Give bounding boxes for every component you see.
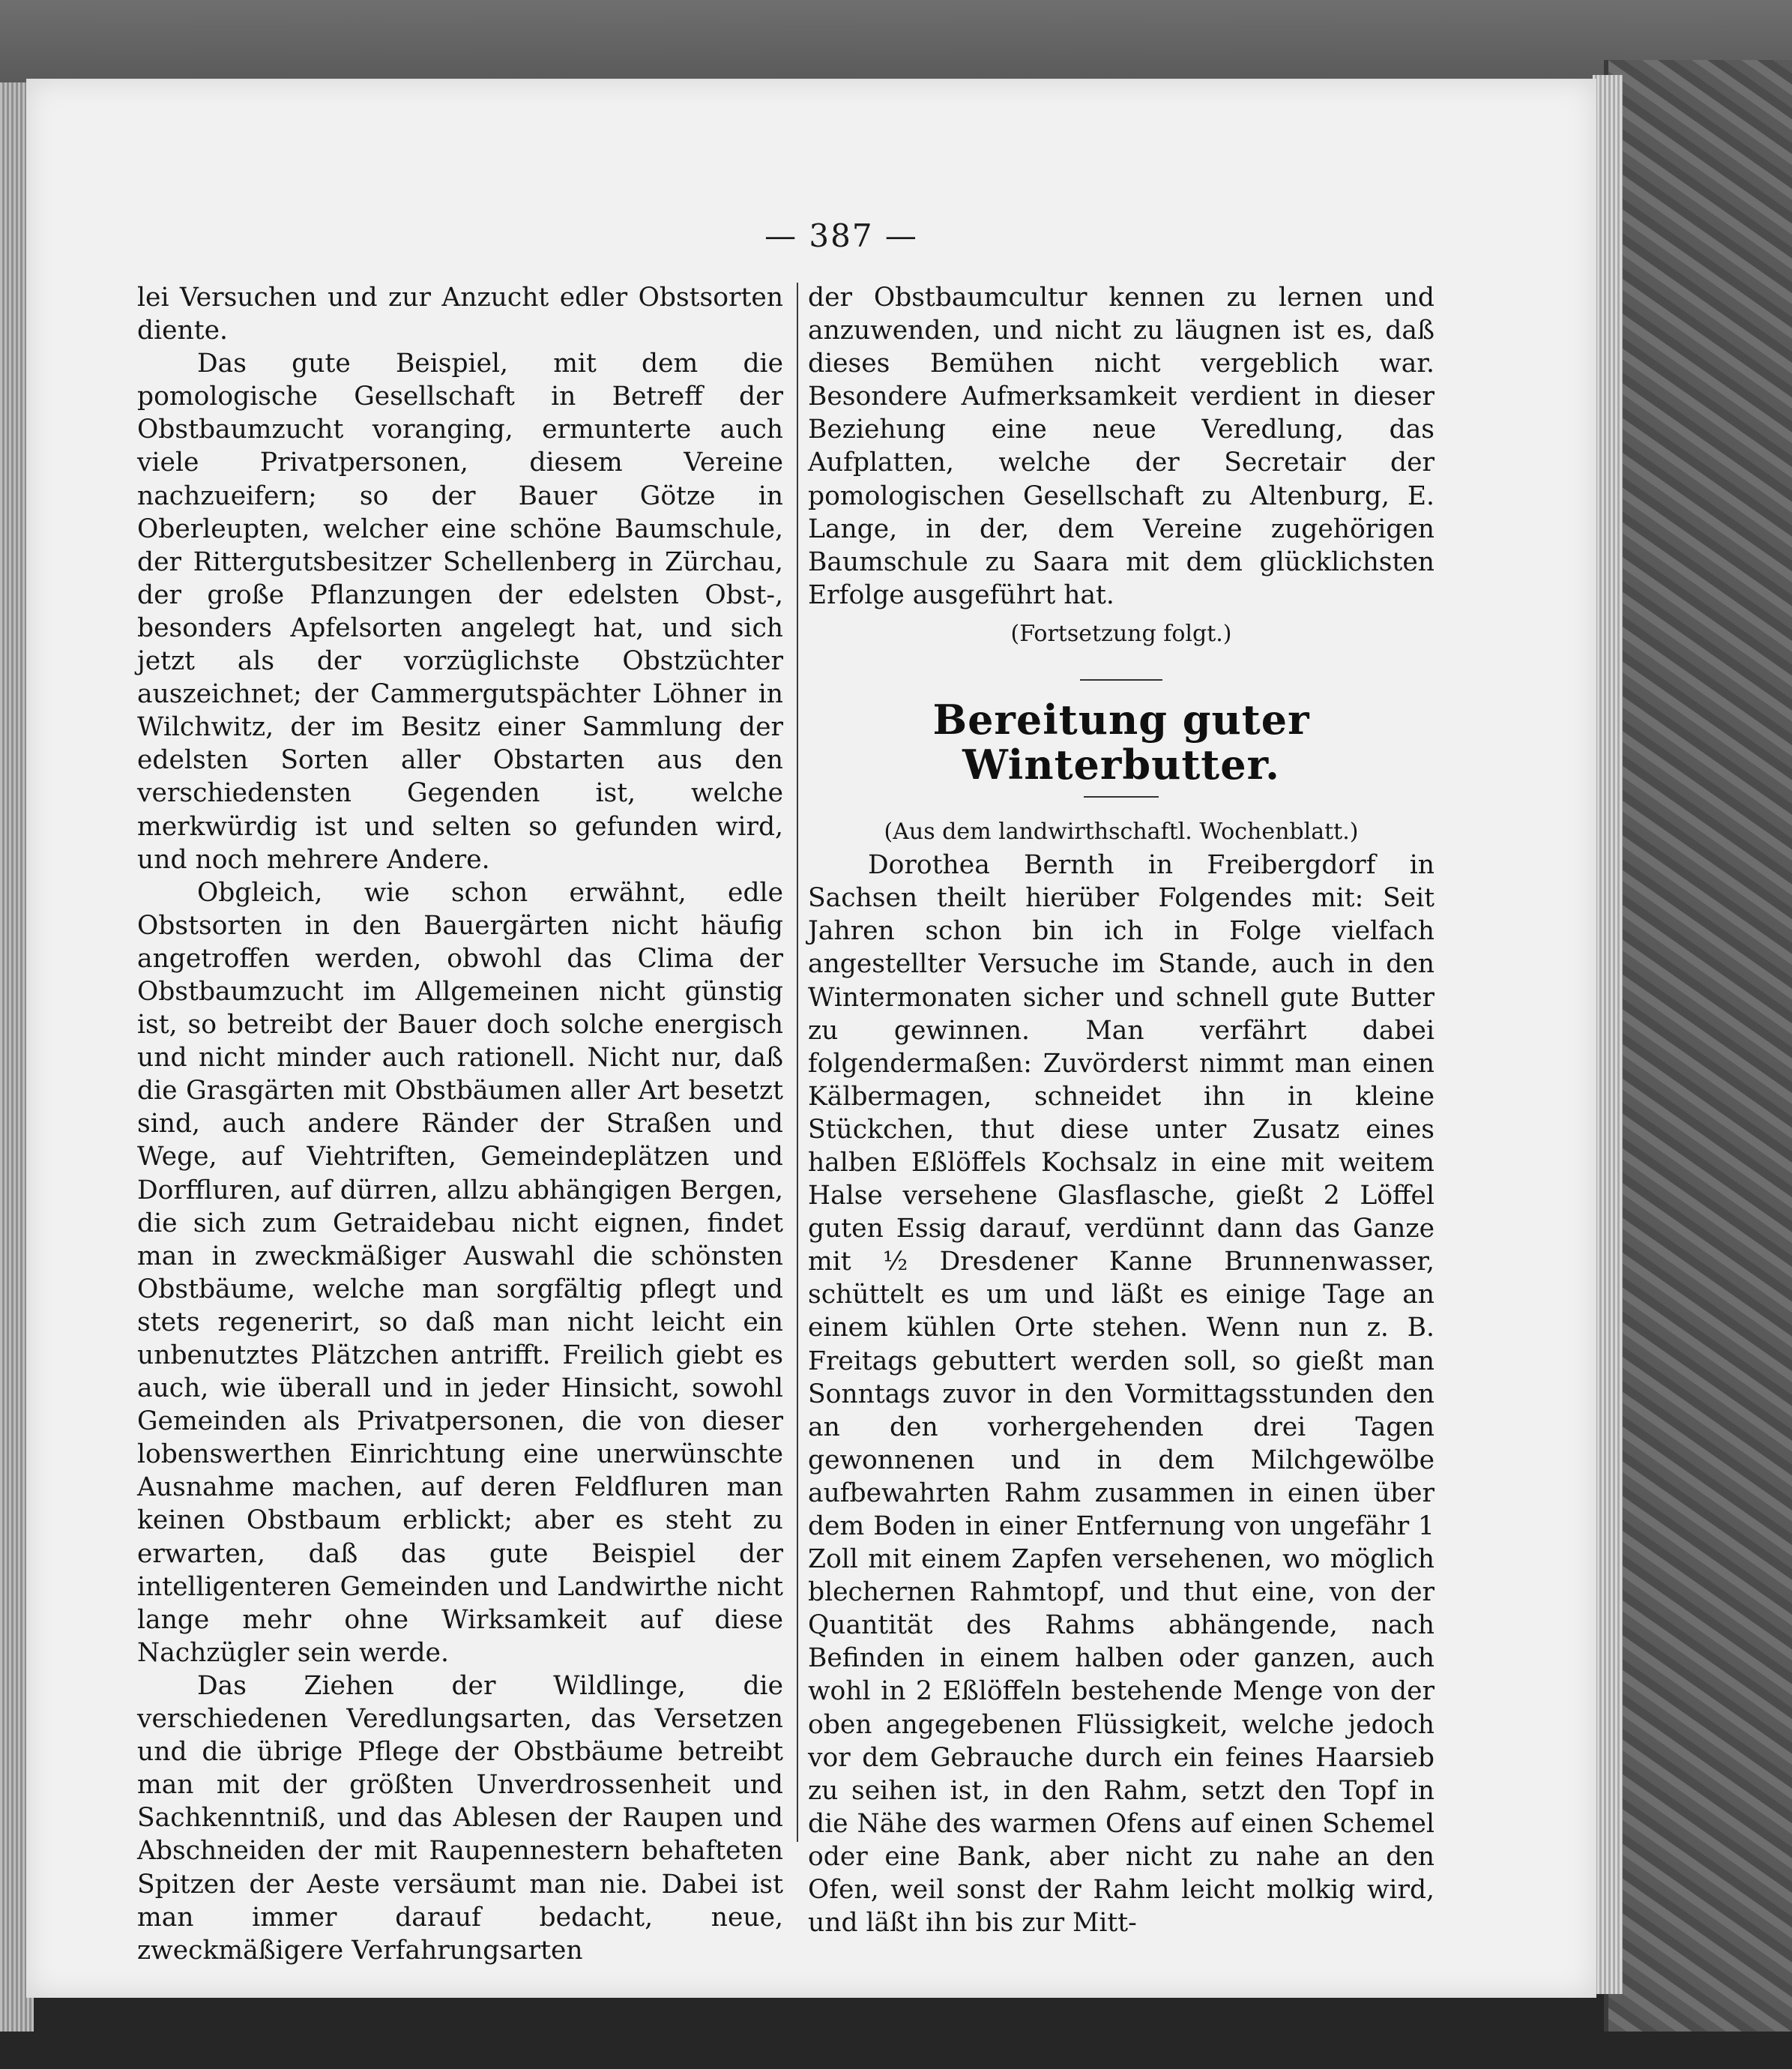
continuation-note: (Fortsetzung folgt.) xyxy=(1010,620,1232,647)
left-column xyxy=(137,281,783,1967)
article-title: Bereitung guter Winterbutter. xyxy=(932,696,1310,789)
right-column xyxy=(808,281,1434,1939)
column-divider xyxy=(797,283,798,1842)
paragraph: Das Ziehen der Wildlinge, die verschiedenen Veredlungsarten, das Versetzen und die übrige Pflege der Obstbäume betreibt man mit der größten Unverdrossenheit und Sachkenntniß, und das Ablesen der Raupen und Abschneiden der mit Raupennestern behafteten Spitzen der Aeste versäumt man nie. Dabei ist man immer darauf bedacht, neue, zweckmäßigere Verfahrungsarten xyxy=(137,1670,783,1966)
section-rule xyxy=(1080,679,1162,681)
paragraph: Dorothea Bernth in Freibergdorf in Sachsen theilt hierüber Folgendes mit: Seit Jahren schon bin ich in Folge vielfach angestellter Versuche im Stande, auch in den Wintermonaten sicher und schnell gute Butter zu gewinnen. Man verfährt dabei folgendermaßen: Zuvörderst nimmt man einen Kälbermagen, schneidet ihn in kleine Stückchen, thut diese unter Zusatz eines halben Eßlöffels Kochsalz in eine mit weitem Halse versehene Glasflasche, gießt 2 Löffel guten Essig darauf, verdünnt dann das Ganze mit ½ Dresdener Kanne Brunnenwasser, schüttelt es um und läßt es einige Tage an einem kühlen Orte stehen. Wenn nun z. B. Freitags gebuttert werden soll, so gießt man Sonntags zuvor in den Vormittagsstunden den an den vorhergehenden drei Tagen gewonnenen und in dem Milchgewölbe aufbewahrten Rahm zusammen in einen über dem Boden in einer Entfernung von ungefähr 1 Zoll mit einem Zapfen versehenen, wo möglich blechernen Rahmtopf, und thut eine, von der Quantität des Rahms abhängende, nach Befinden in einem halben oder ganzen, auch wohl in 2 Eßlöffeln bestehende Menge von der oben angegebenen Flüssigkeit, welche jedoch vor dem Gebrauche durch ein feines Haarsieb zu seihen ist, in den Rahm, setzt den Topf in die Nähe des warmen Ofens auf einen Schemel oder eine Bank, aber nicht zu nahe an den Ofen, weil sonst der Rahm leicht molkig wird, und läßt ihn bis zur Mitt- xyxy=(808,850,1434,1939)
paragraph: Obgleich, wie schon erwähnt, edle Obstsorten in den Bauergärten nicht häufig angetroffen werden, obwohl das Clima der Obstbaumzucht im Allgemeinen nicht günstig ist, so betreibt der Bauer doch solche energisch und nicht minder auch rationell. Nicht nur, daß die Grasgärten mit Obstbäumen aller Art besetzt sind, auch andere Ränder der Straßen und Wege, auf Viehtriften, Gemeindeplätzen und Dorffluren, auf dürren, allzu abhängigen Bergen, die sich zum Getraidebau nicht eignen, findet man in zweckmäßiger Auswahl die schönsten Obstbäume, welche man sorgfältig pflegt und stets regenerirt, so daß man nicht leicht ein unbenutztes Plätzchen antrifft. Freilich giebt es auch, wie überall und in jeder Hinsicht, sowohl Gemeinden als Privatpersonen, die von dieser lobenswerthen Einrichtung eine unerwünschte Ausnahme machen, auf deren Feldfluren man keinen Obstbaum erblickt; aber es steht zu erwarten, daß das gute Beispiel der intelligenteren Gemeinden und Landwirthe nicht lange mehr ohne Wirksamkeit auf diese Nachzügler sein werde. xyxy=(137,877,783,1668)
paragraph: lei Versuchen und zur Anzucht edler Obstsorten diente. xyxy=(137,283,783,346)
book-cover-top xyxy=(0,0,1792,82)
article-source: (Aus dem landwirthschaftl. Wochenblatt.) xyxy=(884,819,1359,846)
book-page xyxy=(26,79,1596,1998)
title-rule xyxy=(1084,796,1159,798)
paragraph: der Obstbaumcultur kennen zu lernen und anzuwenden, und nicht zu läugnen ist es, daß dieses Bemühen nicht vergeblich war. Besondere Aufmerksamkeit verdient in dieser Beziehung eine neue Veredlung, das Aufplatten, welche der Secretair der pomologischen Gesellschaft zu Altenburg, E. Lange, in der, dem Vereine zugehörigen Baumschule zu Saara mit dem glücklichsten Erfolge ausgeführt hat. xyxy=(808,283,1434,610)
page-edges xyxy=(1593,75,1623,1994)
marbled-cover xyxy=(1604,60,1792,2032)
paragraph: Das gute Beispiel, mit dem die pomologische Gesellschaft in Betreff der Obstbaumzucht voranging, ermunterte auch viele Privatpersonen, diesem Vereine nachzueifern; so der Bauer Götze in Oberleupten, welcher eine schöne Baumschule, der Rittergutsbesitzer Schellenberg in Zürchau, der große Pflanzungen der edelsten Obst-, besonders Apfelsorten angelegt hat, und sich jetzt als der vorzüglichste Obstzüchter auszeichnet; der Cammergutspächter Löhner in Wilchwitz, der im Besitz einer Sammlung der edelsten Sorten aller Obstarten aus den verschiedensten Gegenden ist, welche merkwürdig ist und selten so gefunden wird, und noch mehrere Andere. xyxy=(137,349,783,875)
page-number: — 387 — xyxy=(764,217,918,254)
